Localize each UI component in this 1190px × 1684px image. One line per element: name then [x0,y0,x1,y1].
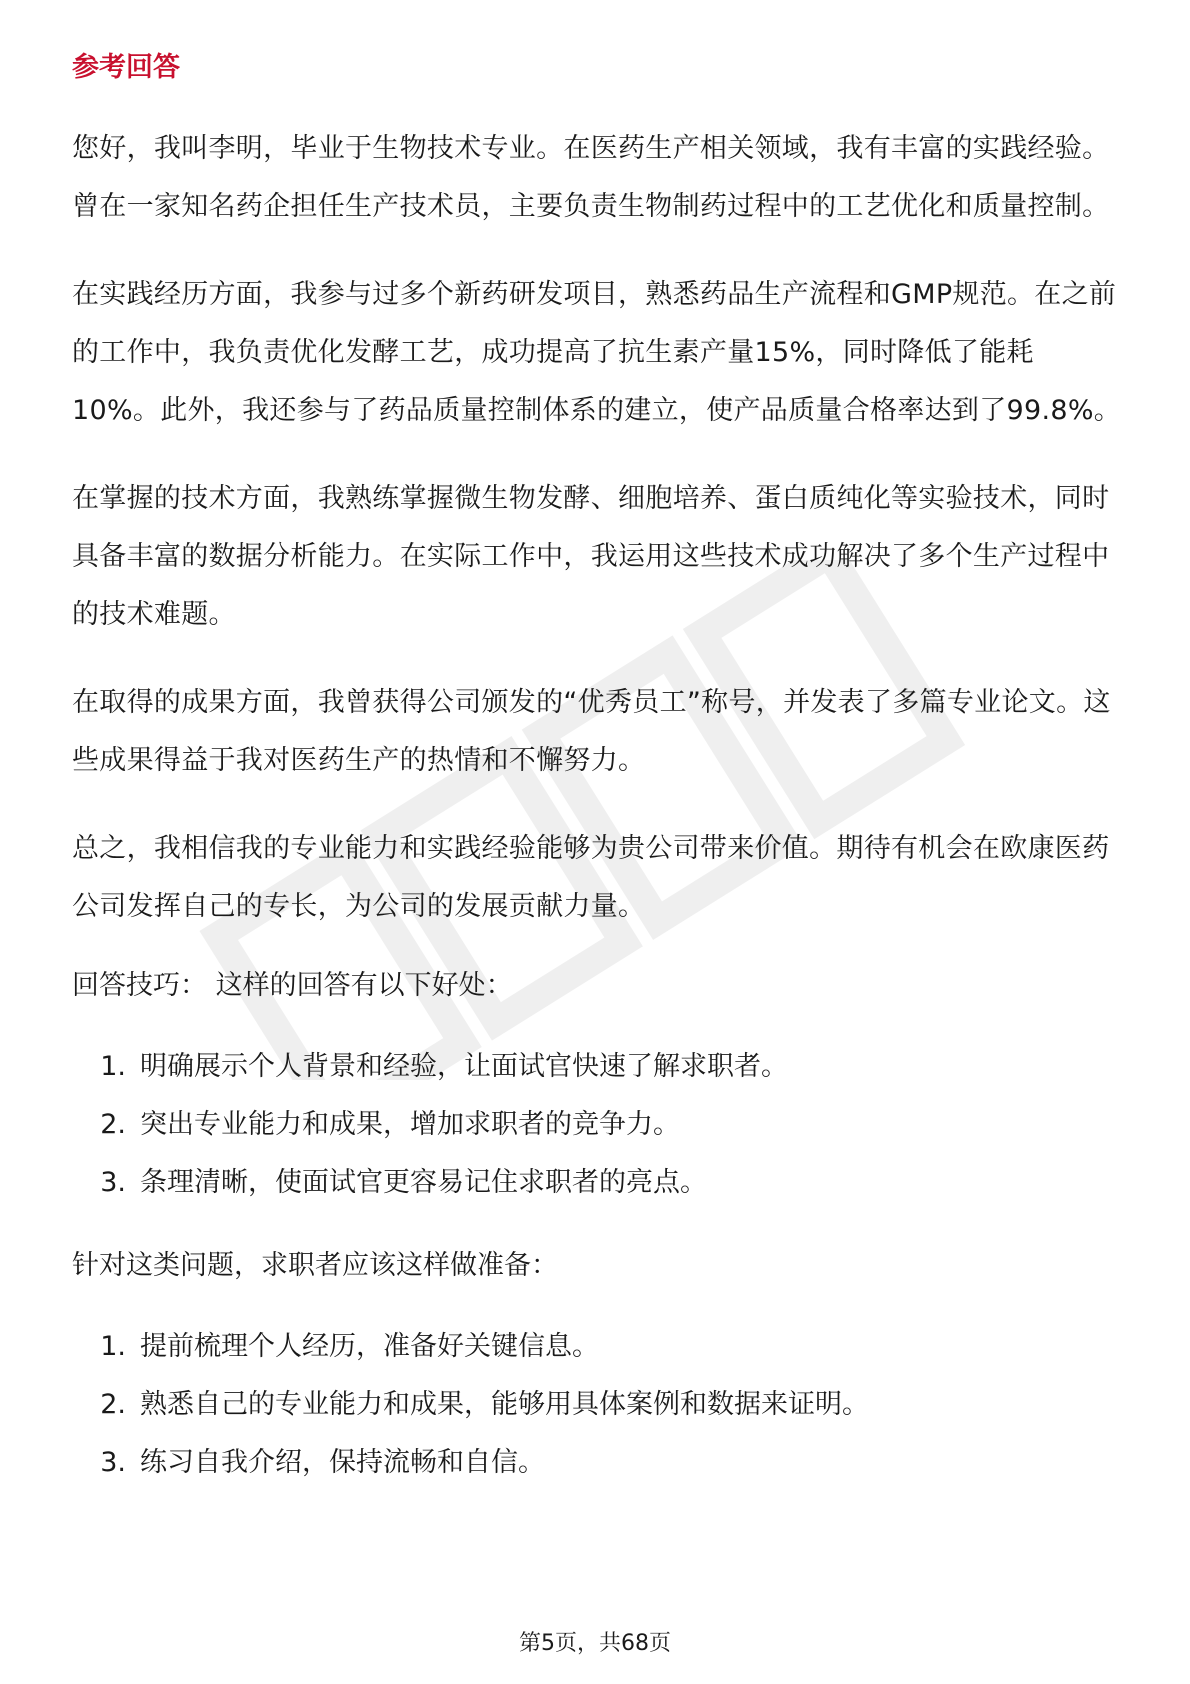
paragraph-experience: 在实践经历方面，我参与过多个新药研发项目，熟悉药品生产流程和GMP规范。在之前的工作中，我负责优化发酵工艺，成功提高了抗生素产量15%，同时降低了能耗10%。此外，我还参与了药品质量控制体系的建立，使产品质量合格率达到了99.8%。 [72,279,1122,426]
section-heading: 参考回答 [72,52,180,83]
paragraph-skills: 在掌握的技术方面，我熟练掌握微生物发酵、细胞培养、蛋白质纯化等实验技术，同时具备丰富的数据分析能力。在实际工作中，我运用这些技术成功解决了多个生产过程中的技术难题。 [72,483,1110,630]
list-item [72,1376,1122,1434]
list-item [72,1434,1122,1492]
list-text: 熟悉自己的专业能力和成果，能够用具体案例和数据来证明。 [140,1389,869,1420]
tips-label: 回答技巧： 这样的回答有以下好处： [72,970,513,1001]
list-number: 2. [100,1389,126,1420]
list-number: 1. [100,1331,126,1362]
paragraph-conclusion: 总之，我相信我的专业能力和实践经验能够为贵公司带来价值。期待有机会在欧康医药公司发挥自己的专长，为公司的发展贡献力量。 [72,833,1110,922]
paragraph-achievements: 在取得的成果方面，我曾获得公司颁发的“优秀员工”称号，并发表了多篇专业论文。这些成果得益于我对医药生产的热情和不懈努力。 [72,687,1111,776]
paragraph-intro: 您好，我叫李明，毕业于生物技术专业。在医药生产相关领域，我有丰富的实践经验。曾在一家知名药企担任生产技术员，主要负责生物制药过程中的工艺优化和质量控制。 [72,133,1110,222]
list-item [72,1038,1122,1096]
prep-list [72,1318,1122,1492]
list-item [72,1096,1122,1154]
list-text: 条理清晰，使面试官更容易记住求职者的亮点。 [140,1167,707,1198]
list-item [72,1154,1122,1212]
list-text: 练习自我介绍，保持流畅和自信。 [140,1447,545,1478]
list-text: 突出专业能力和成果，增加求职者的竞争力。 [140,1109,680,1140]
list-text: 明确展示个人背景和经验，让面试官快速了解求职者。 [140,1051,788,1082]
list-text: 提前梳理个人经历，准备好关键信息。 [140,1331,599,1362]
document-page [72,48,1122,1526]
page-number-footer: 第5页，共68页 [519,1631,671,1656]
list-number: 3. [100,1447,126,1478]
list-number: 2. [100,1109,126,1140]
list-number: 3. [100,1167,126,1198]
list-item [72,1318,1122,1376]
tips-list [72,1038,1122,1212]
prep-label: 针对这类问题，求职者应该这样做准备： [72,1250,558,1281]
list-number: 1. [100,1051,126,1082]
